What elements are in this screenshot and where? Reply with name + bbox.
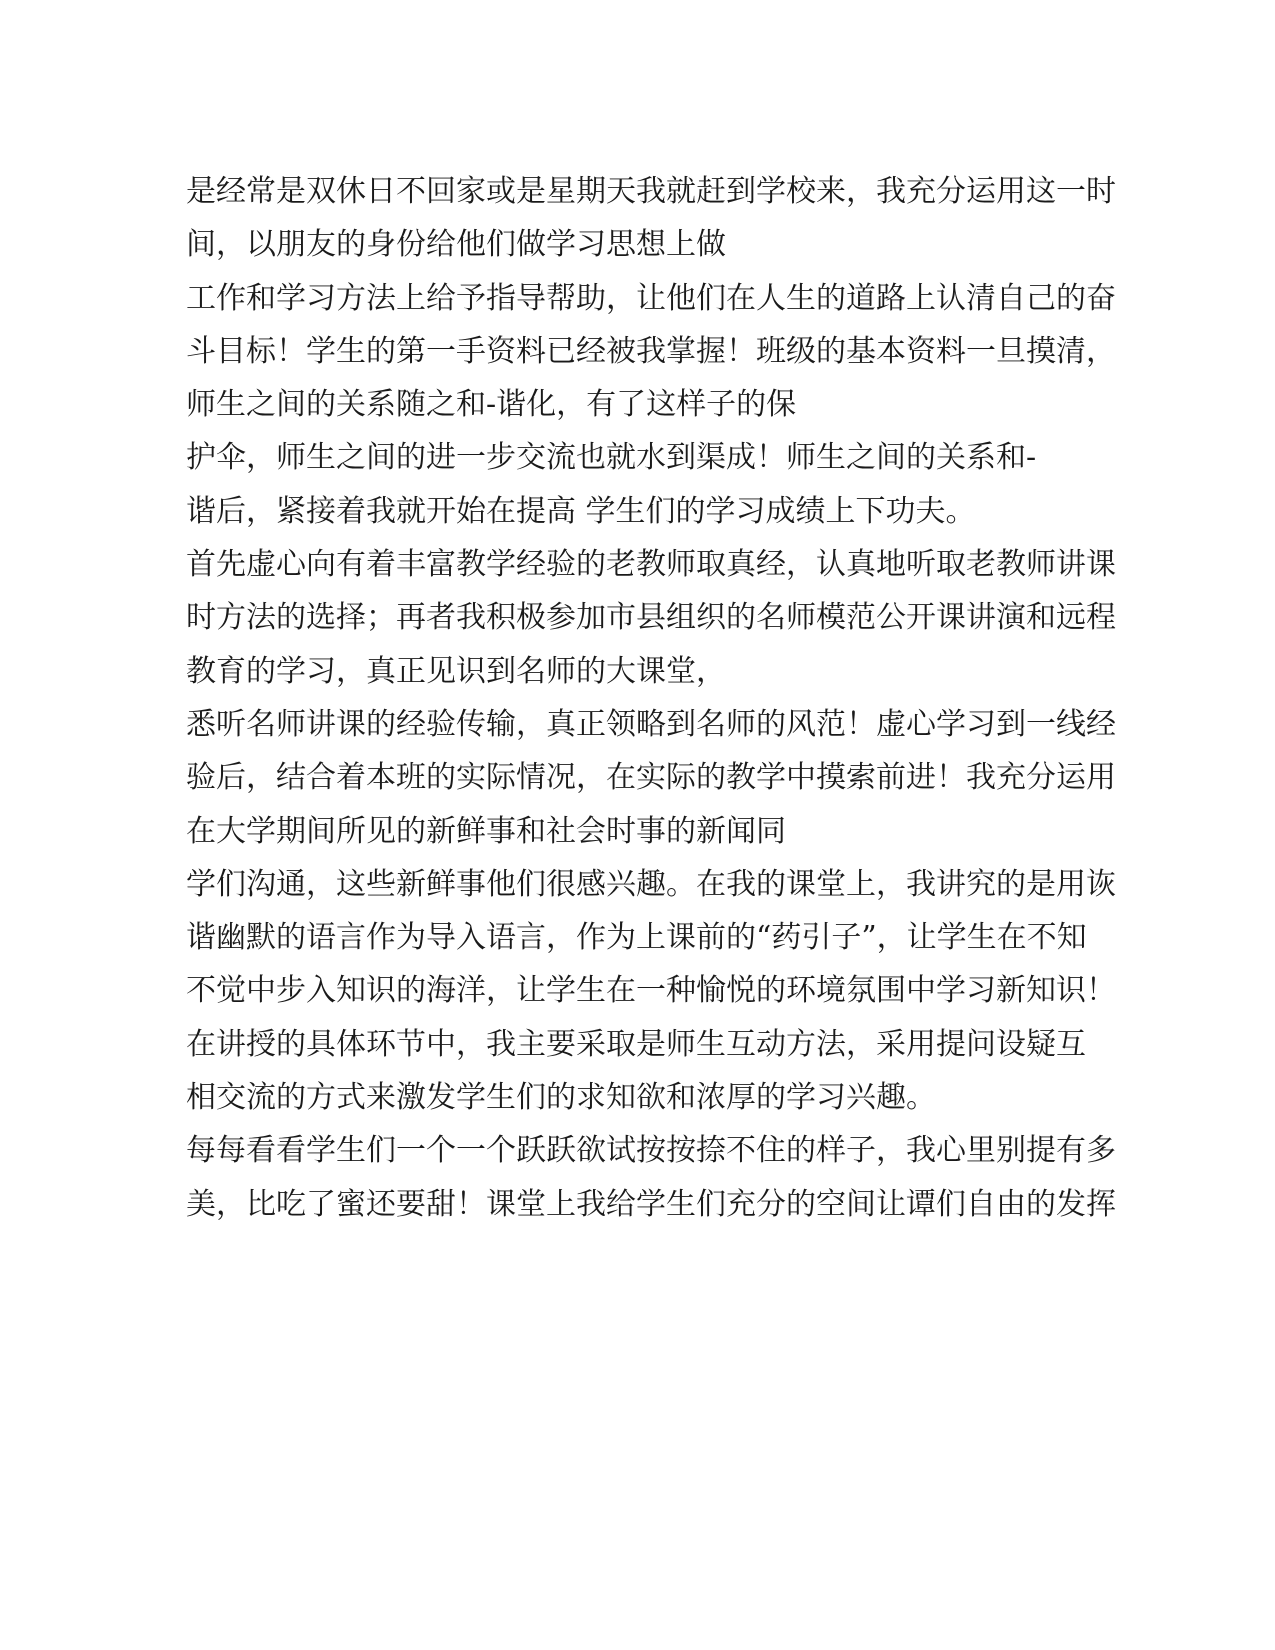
- text-line: 首先虚心向有着丰富教学经验的老教师取真经，认真地听取老教师讲课: [186, 547, 1116, 583]
- text-line: 工作和学习方法上给予指导帮助，让他们在人生的道路上认清自己的奋: [186, 280, 1116, 316]
- text-line: 斗目标！学生的第一手资料已经被我掌握！班级的基本资料一旦摸清，: [186, 333, 1116, 369]
- text-line: 谐幽默的语言作为导入语言，作为上课前的“药引子”，让学生在不知: [186, 920, 1087, 956]
- text-line: 谐后，紧接着我就开始在提高 学生们的学习成绩上下功夫。: [186, 493, 976, 529]
- document-body: [186, 165, 1116, 1231]
- text-line: 在讲授的具体环节中，我主要采取是师生互动方法，采用提问设疑互: [186, 1026, 1086, 1062]
- text-line: 教育的学习，真正见识到名师的大课堂，: [186, 653, 726, 689]
- text-line: 护伞，师生之间的进一步交流也就水到渠成！师生之间的关系和-: [186, 440, 1037, 476]
- text-line: 不觉中步入知识的海洋，让学生在一种愉悦的环境氛围中学习新知识！: [186, 973, 1116, 1009]
- text-line: 师生之间的关系随之和-谐化，有了这样子的保: [186, 387, 797, 423]
- text-line: 悉听名师讲课的经验传输，真正领略到名师的风范！虚心学习到一线经: [186, 706, 1116, 742]
- text-line: 在大学期间所见的新鲜事和社会时事的新闻同: [186, 813, 786, 849]
- text-line: 美，比吃了蜜还要甜！课堂上我给学生们充分的空间让谭们自由的发挥: [186, 1186, 1116, 1222]
- text-line: 验后，结合着本班的实际情况，在实际的教学中摸索前进！我充分运用: [186, 760, 1116, 796]
- text-line: 是经常是双休日不回家或是星期天我就赶到学校来，我充分运用这一时: [186, 174, 1116, 209]
- text-line: 相交流的方式来激发学生们的求知欲和浓厚的学习兴趣。: [186, 1080, 936, 1116]
- text-line: 间，以朋友的身份给他们做学习思想上做: [186, 227, 726, 263]
- text-line: 每每看看学生们一个一个跃跃欲试按按捺不住的样子，我心里别提有多: [186, 1133, 1116, 1169]
- text-line: 学们沟通，这些新鲜事他们很感兴趣。在我的课堂上，我讲究的是用诙: [186, 866, 1116, 902]
- text-line: 时方法的选择；再者我积极参加市县组织的名师模范公开课讲演和远程: [186, 600, 1116, 636]
